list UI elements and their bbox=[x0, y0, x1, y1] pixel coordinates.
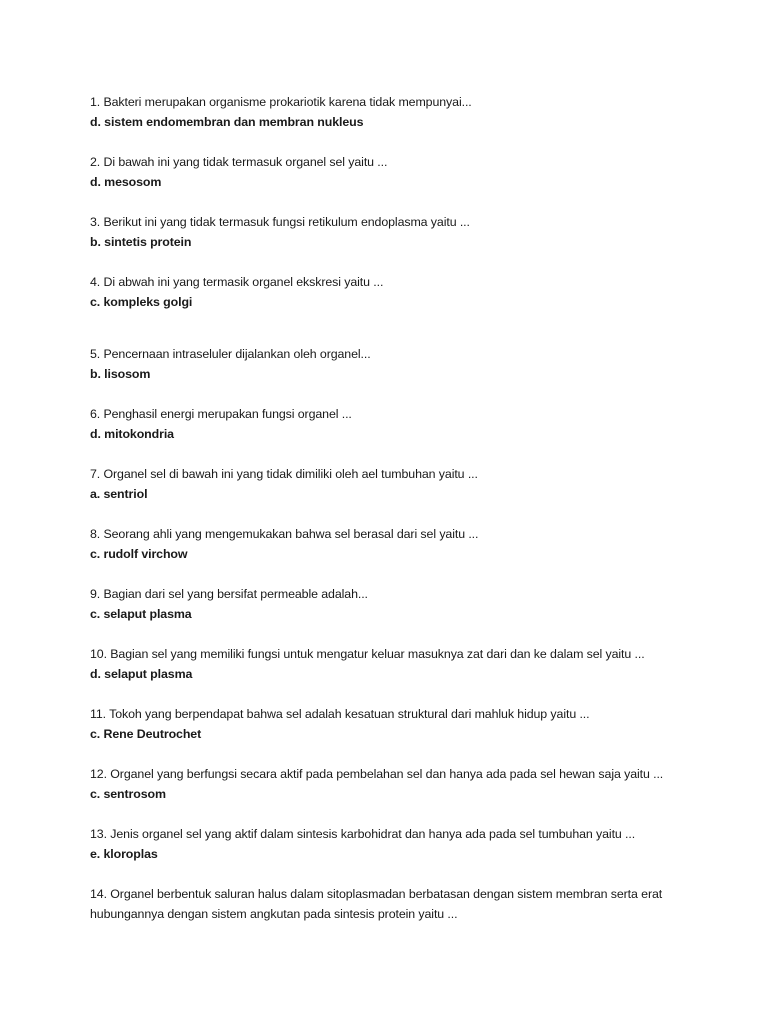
answer-text: d. selaput plasma bbox=[90, 667, 193, 681]
question-item-9 bbox=[90, 584, 690, 624]
answer-text: d. mitokondria bbox=[90, 427, 174, 441]
answer-text: d. sistem endomembran dan membran nukleus bbox=[90, 115, 364, 129]
question-text: 12. Organel yang berfungsi secara aktif pada pembelahan sel dan hanya ada pada sel hewan saja yaitu ... bbox=[90, 767, 664, 781]
question-text: 7. Organel sel di bawah ini yang tidak dimiliki oleh ael tumbuhan yaitu ... bbox=[90, 467, 478, 481]
question-item-12 bbox=[90, 764, 690, 804]
question-item-7 bbox=[90, 464, 690, 504]
question-text: 5. Pencernaan intraseluler dijalankan oleh organel... bbox=[90, 347, 371, 361]
answer-text: c. rudolf virchow bbox=[90, 547, 188, 561]
question-item-5 bbox=[90, 344, 690, 384]
question-text: 11. Tokoh yang berpendapat bahwa sel adalah kesatuan struktural dari mahluk hidup yaitu ... bbox=[90, 707, 590, 721]
question-text: 1. Bakteri merupakan organisme prokariotik karena tidak mempunyai... bbox=[90, 95, 472, 109]
question-item-3 bbox=[90, 212, 690, 252]
answer-text: c. kompleks golgi bbox=[90, 295, 193, 309]
answer-text: b. lisosom bbox=[90, 367, 151, 381]
question-text: 4. Di abwah ini yang termasik organel ekskresi yaitu ... bbox=[90, 275, 384, 289]
answer-text: c. sentrosom bbox=[90, 787, 166, 801]
answer-text: c. selaput plasma bbox=[90, 607, 192, 621]
answer-text: e. kloroplas bbox=[90, 847, 158, 861]
question-item-2 bbox=[90, 152, 690, 192]
question-item-11 bbox=[90, 704, 690, 744]
answer-text: d. mesosom bbox=[90, 175, 162, 189]
question-text: 13. Jenis organel sel yang aktif dalam sintesis karbohidrat dan hanya ada pada sel tumbuhan yaitu ... bbox=[90, 827, 636, 841]
question-text: 8. Seorang ahli yang mengemukakan bahwa sel berasal dari sel yaitu ... bbox=[90, 527, 479, 541]
question-item-6 bbox=[90, 404, 690, 444]
question-text: 14. Organel berbentuk saluran halus dalam sitoplasmadan berbatasan dengan sistem membran serta erat hubungannya dengan sistem angkutan pada sintesis protein yaitu ... bbox=[90, 887, 663, 921]
question-item-14 bbox=[90, 884, 690, 924]
question-item-8 bbox=[90, 524, 690, 564]
question-text: 9. Bagian dari sel yang bersifat permeable adalah... bbox=[90, 587, 368, 601]
answer-text: a. sentriol bbox=[90, 487, 148, 501]
question-item-1 bbox=[90, 92, 690, 132]
question-list bbox=[90, 92, 690, 924]
question-item-4 bbox=[90, 272, 690, 312]
question-text: 3. Berikut ini yang tidak termasuk fungsi retikulum endoplasma yaitu ... bbox=[90, 215, 470, 229]
question-item-10 bbox=[90, 644, 690, 684]
question-text: 10. Bagian sel yang memiliki fungsi untuk mengatur keluar masuknya zat dari dan ke dalam sel yaitu ... bbox=[90, 647, 645, 661]
answer-text: b. sintetis protein bbox=[90, 235, 192, 249]
question-text: 2. Di bawah ini yang tidak termasuk organel sel yaitu ... bbox=[90, 155, 388, 169]
answer-text: c. Rene Deutrochet bbox=[90, 727, 202, 741]
question-item-13 bbox=[90, 824, 690, 864]
question-text: 6. Penghasil energi merupakan fungsi organel ... bbox=[90, 407, 352, 421]
